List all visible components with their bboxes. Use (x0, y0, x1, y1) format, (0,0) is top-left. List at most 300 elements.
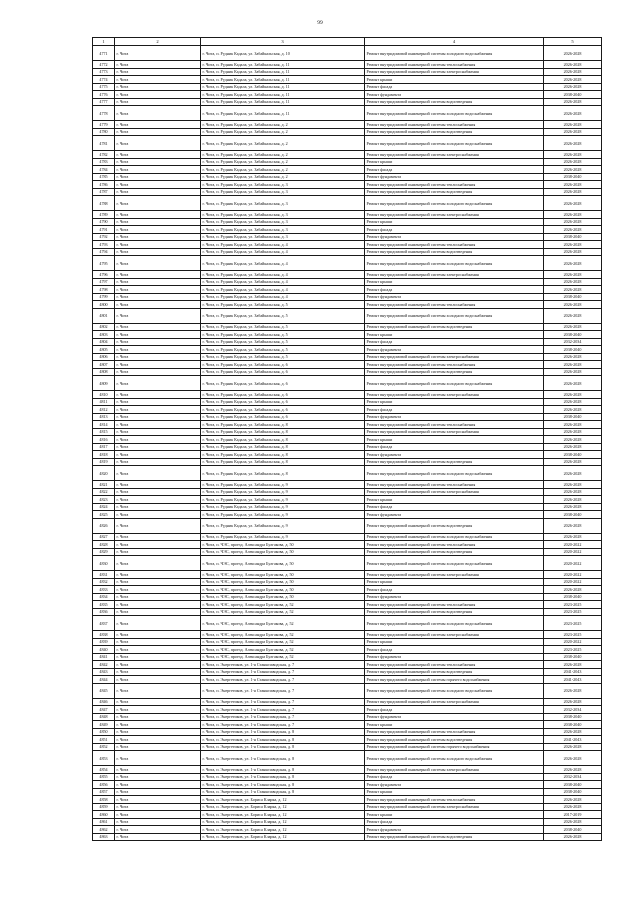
row-number: 4784 (93, 166, 115, 174)
row-number: 4812 (93, 406, 115, 414)
period: 2026-2028 (544, 683, 602, 698)
work-type: Ремонт внутридомовой инженерной системы холодного водоснабжения (365, 136, 544, 151)
address: г. Чита, п. Рудник Кадала, ул. Забайкальская, д. 11 (201, 106, 365, 121)
column-header: 4 (365, 38, 544, 46)
municipality: г. Чита (115, 308, 201, 323)
work-type: Ремонт крыши (365, 721, 544, 729)
work-type: Ремонт внутридомовой инженерной системы водоотведения (365, 368, 544, 376)
municipality: г. Чита (115, 653, 201, 661)
municipality: г. Чита (115, 248, 201, 256)
municipality: г. Чита (115, 346, 201, 354)
work-type: Ремонт внутридомовой инженерной системы электроснабжения (365, 766, 544, 774)
period: 2026-2028 (544, 271, 602, 279)
address: г. Чита, п. Рудник Кадала, ул. Забайкальская, д. 4 (201, 271, 365, 279)
work-type: Ремонт фасада (365, 226, 544, 234)
period: 2023-2025 (544, 631, 602, 639)
period: 2026-2028 (544, 443, 602, 451)
period: 2026-2028 (544, 766, 602, 774)
municipality: г. Чита (115, 466, 201, 481)
period: 2026-2028 (544, 428, 602, 436)
municipality: г. Чита (115, 421, 201, 429)
row-number: 4786 (93, 181, 115, 189)
address: г. Чита, п. Рудник Кадала, ул. Забайкальская, д. 2 (201, 173, 365, 181)
period: 2026-2028 (544, 391, 602, 399)
table-row (93, 653, 602, 661)
period: 2026-2028 (544, 466, 602, 481)
table-row (93, 166, 602, 174)
table-row (93, 406, 602, 414)
work-type: Ремонт внутридомовой инженерной системы теплоснабжения (365, 361, 544, 369)
table-row (93, 256, 602, 271)
row-number: 4837 (93, 616, 115, 631)
work-type: Ремонт фундамента (365, 451, 544, 459)
row-number: 4800 (93, 301, 115, 309)
work-type: Ремонт фундамента (365, 511, 544, 519)
row-number: 4779 (93, 121, 115, 129)
period: 2032-2034 (544, 338, 602, 346)
period: 2026-2028 (544, 436, 602, 444)
municipality: г. Чита (115, 331, 201, 339)
row-number: 4801 (93, 308, 115, 323)
row-number: 4820 (93, 466, 115, 481)
row-number: 4788 (93, 196, 115, 211)
row-number: 4828 (93, 541, 115, 549)
row-number: 4815 (93, 428, 115, 436)
work-type: Ремонт фундамента (365, 653, 544, 661)
row-number: 4775 (93, 83, 115, 91)
table-row (93, 803, 602, 811)
row-number: 4854 (93, 766, 115, 774)
work-type: Ремонт внутридомовой инженерной системы теплоснабжения (365, 301, 544, 309)
municipality: г. Чита (115, 743, 201, 751)
row-number: 4845 (93, 683, 115, 698)
address: г. Чита, п. Энергетиков, ул. 1-я Станкозаводская, д. 7 (201, 706, 365, 714)
address: г. Чита, п. Рудник Кадала, ул. Забайкальская, д. 6 (201, 406, 365, 414)
work-type: Ремонт фундамента (365, 346, 544, 354)
table-row (93, 368, 602, 376)
municipality: г. Чита (115, 773, 201, 781)
address: г. Чита, п. Рудник Кадала, ул. Забайкальская, д. 3 (201, 181, 365, 189)
address: г. Чита, п. Энергетиков, ул. Бориса Кларка, д. 12 (201, 833, 365, 841)
row-number: 4792 (93, 233, 115, 241)
row-number: 4805 (93, 346, 115, 354)
address: г. Чита, п. Рудник Кадала, ул. Забайкальская, д. 4 (201, 256, 365, 271)
row-number: 4794 (93, 248, 115, 256)
work-type: Ремонт внутридомовой инженерной системы электроснабжения (365, 391, 544, 399)
work-type: Ремонт фундамента (365, 826, 544, 834)
period: 2026-2028 (544, 301, 602, 309)
work-type: Ремонт крыши (365, 578, 544, 586)
period: 2041-2043 (544, 668, 602, 676)
work-type: Ремонт фасада (365, 166, 544, 174)
work-type: Ремонт внутридомовой инженерной системы водоотведения (365, 518, 544, 533)
municipality: г. Чита (115, 833, 201, 841)
table-row (93, 443, 602, 451)
address: г. Чита, п. Энергетиков, ул. 1-я Станкозаводская, д. 7 (201, 698, 365, 706)
municipality: г. Чита (115, 713, 201, 721)
period: 2026-2028 (544, 698, 602, 706)
work-type: Ремонт внутридомовой инженерной системы теплоснабжения (365, 241, 544, 249)
table-row (93, 751, 602, 766)
municipality: г. Чита (115, 188, 201, 196)
municipality: г. Чита (115, 211, 201, 219)
period: 2026-2028 (544, 803, 602, 811)
work-type: Ремонт внутридомовой инженерной системы водоотведения (365, 188, 544, 196)
address: г. Чита, п. Рудник Кадала, ул. Забайкальская, д. 3 (201, 188, 365, 196)
period: 2026-2028 (544, 796, 602, 804)
municipality: г. Чита (115, 376, 201, 391)
address: г. Чита, п. Рудник Кадала, ул. Забайкальская, д. 11 (201, 91, 365, 99)
municipality: г. Чита (115, 698, 201, 706)
period: 2038-2040 (544, 233, 602, 241)
period: 2026-2028 (544, 743, 602, 751)
table-row (93, 188, 602, 196)
address: г. Чита, п. Рудник Кадала, ул. Забайкальская, д. 5 (201, 308, 365, 323)
work-type: Ремонт фасада (365, 406, 544, 414)
table-row (93, 773, 602, 781)
period: 2026-2028 (544, 121, 602, 129)
work-type: Ремонт фундамента (365, 173, 544, 181)
work-type: Ремонт внутридомовой инженерной системы теплоснабжения (365, 796, 544, 804)
period: 2038-2040 (544, 593, 602, 601)
row-number: 4848 (93, 713, 115, 721)
municipality: г. Чита (115, 368, 201, 376)
table-row (93, 616, 602, 631)
municipality: г. Чита (115, 728, 201, 736)
row-number: 4861 (93, 818, 115, 826)
municipality: г. Чита (115, 796, 201, 804)
table-row (93, 293, 602, 301)
table-row (93, 301, 602, 309)
period: 2038-2040 (544, 826, 602, 834)
table-row (93, 421, 602, 429)
municipality: г. Чита (115, 241, 201, 249)
address: г. Чита, п. Рудник Кадала, ул. Забайкальская, д. 6 (201, 368, 365, 376)
table-row (93, 376, 602, 391)
municipality: г. Чита (115, 91, 201, 99)
row-number: 4778 (93, 106, 115, 121)
row-number: 4790 (93, 218, 115, 226)
address: г. Чита, п. ЧЭС, проезд. Александра Булгакова, д. 52 (201, 653, 365, 661)
table-row (93, 788, 602, 796)
table-row (93, 91, 602, 99)
municipality: г. Чита (115, 601, 201, 609)
address: г. Чита, п. Рудник Кадала, ул. Забайкальская, д. 2 (201, 151, 365, 159)
row-number: 4791 (93, 226, 115, 234)
address: г. Чита, п. ЧЭС, проезд. Александра Булгакова, д. 50 (201, 578, 365, 586)
row-number: 4830 (93, 556, 115, 571)
row-number: 4821 (93, 481, 115, 489)
period: 2026-2028 (544, 421, 602, 429)
municipality: г. Чита (115, 106, 201, 121)
municipality: г. Чита (115, 443, 201, 451)
table-row (93, 98, 602, 106)
period: 2026-2028 (544, 151, 602, 159)
address: г. Чита, п. Рудник Кадала, ул. Забайкальская, д. 5 (201, 353, 365, 361)
period: 2020-2022 (544, 548, 602, 556)
column-header: 2 (115, 38, 201, 46)
municipality: г. Чита (115, 683, 201, 698)
address: г. Чита, п. Рудник Кадала, ул. Забайкальская, д. 6 (201, 361, 365, 369)
address: г. Чита, п. Рудник Кадала, ул. Забайкальская, д. 11 (201, 68, 365, 76)
municipality: г. Чита (115, 46, 201, 61)
work-type: Ремонт фасада (365, 773, 544, 781)
row-number: 4847 (93, 706, 115, 714)
row-number: 4776 (93, 91, 115, 99)
municipality: г. Чита (115, 661, 201, 669)
municipality: г. Чита (115, 128, 201, 136)
work-type: Ремонт внутридомовой инженерной системы горячего водоснабжения (365, 743, 544, 751)
table-row (93, 541, 602, 549)
municipality: г. Чита (115, 301, 201, 309)
work-type: Ремонт внутридомовой инженерной системы теплоснабжения (365, 481, 544, 489)
row-number: 4832 (93, 578, 115, 586)
municipality: г. Чита (115, 503, 201, 511)
municipality: г. Чита (115, 818, 201, 826)
period: 2032-2034 (544, 706, 602, 714)
address: г. Чита, п. Энергетиков, ул. 1-я Станкозаводская, д. 8 (201, 788, 365, 796)
page-number: 99 (317, 20, 323, 26)
work-type: Ремонт внутридомовой инженерной системы холодного водоснабжения (365, 308, 544, 323)
municipality: г. Чита (115, 571, 201, 579)
work-type: Ремонт внутридомовой инженерной системы электроснабжения (365, 631, 544, 639)
period: 2026-2028 (544, 106, 602, 121)
municipality: г. Чита (115, 271, 201, 279)
municipality: г. Чита (115, 781, 201, 789)
row-number: 4795 (93, 256, 115, 271)
municipality: г. Чита (115, 166, 201, 174)
municipality: г. Чита (115, 811, 201, 819)
period: 2026-2028 (544, 503, 602, 511)
work-type: Ремонт внутридомовой инженерной системы водоотведения (365, 608, 544, 616)
table-row (93, 833, 602, 841)
address: г. Чита, п. Энергетиков, ул. Бориса Кларка, д. 12 (201, 826, 365, 834)
table-row (93, 781, 602, 789)
address: г. Чита, п. Рудник Кадала, ул. Забайкальская, д. 3 (201, 196, 365, 211)
address: г. Чита, п. Рудник Кадала, ул. Забайкальская, д. 6 (201, 398, 365, 406)
municipality: г. Чита (115, 256, 201, 271)
table-row (93, 158, 602, 166)
table-row (93, 308, 602, 323)
row-number: 4819 (93, 458, 115, 466)
municipality: г. Чита (115, 586, 201, 594)
period: 2026-2028 (544, 188, 602, 196)
municipality: г. Чита (115, 451, 201, 459)
municipality: г. Чита (115, 436, 201, 444)
table-row (93, 601, 602, 609)
table-row (93, 743, 602, 751)
row-number: 4857 (93, 788, 115, 796)
address: г. Чита, п. Рудник Кадала, ул. Забайкальская, д. 8 (201, 421, 365, 429)
table-row (93, 511, 602, 519)
table-row (93, 391, 602, 399)
address: г. Чита, п. Энергетиков, ул. 1-я Станкозаводская, д. 8 (201, 728, 365, 736)
work-type: Ремонт внутридомовой инженерной системы электроснабжения (365, 428, 544, 436)
table-row (93, 796, 602, 804)
header-row (93, 38, 602, 46)
work-type: Ремонт фундамента (365, 593, 544, 601)
period: 2026-2028 (544, 586, 602, 594)
period: 2038-2040 (544, 173, 602, 181)
period: 2023-2025 (544, 601, 602, 609)
municipality: г. Чита (115, 668, 201, 676)
address: г. Чита, п. Энергетиков, ул. 1-я Станкозаводская, д. 7 (201, 683, 365, 698)
period: 2020-2022 (544, 571, 602, 579)
table-row (93, 766, 602, 774)
municipality: г. Чита (115, 406, 201, 414)
address: г. Чита, п. Энергетиков, ул. 1-я Станкозаводская, д. 8 (201, 766, 365, 774)
period: 2038-2040 (544, 511, 602, 519)
address: г. Чита, п. Рудник Кадала, ул. Забайкальская, д. 8 (201, 466, 365, 481)
row-number: 4774 (93, 76, 115, 84)
period: 2038-2040 (544, 91, 602, 99)
period: 2038-2040 (544, 331, 602, 339)
table-row (93, 68, 602, 76)
period: 2026-2028 (544, 83, 602, 91)
table-row (93, 361, 602, 369)
row-number: 4785 (93, 173, 115, 181)
column-header: 5 (544, 38, 602, 46)
row-number: 4781 (93, 136, 115, 151)
row-number: 4814 (93, 421, 115, 429)
table-row (93, 638, 602, 646)
row-number: 4825 (93, 511, 115, 519)
row-number: 4856 (93, 781, 115, 789)
table-row (93, 76, 602, 84)
work-type: Ремонт внутридомовой инженерной системы электроснабжения (365, 211, 544, 219)
table-row (93, 436, 602, 444)
table-row (93, 136, 602, 151)
table-row (93, 428, 602, 436)
municipality: г. Чита (115, 68, 201, 76)
period: 2026-2028 (544, 818, 602, 826)
row-number: 4808 (93, 368, 115, 376)
address: г. Чита, п. Энергетиков, ул. Бориса Кларка, д. 12 (201, 803, 365, 811)
municipality: г. Чита (115, 98, 201, 106)
period: 2026-2028 (544, 398, 602, 406)
municipality: г. Чита (115, 496, 201, 504)
address: г. Чита, п. Рудник Кадала, ул. Забайкальская, д. 6 (201, 413, 365, 421)
municipality: г. Чита (115, 61, 201, 69)
capital-repair-table (92, 37, 602, 841)
row-number: 4813 (93, 413, 115, 421)
row-number: 4853 (93, 751, 115, 766)
period: 2038-2040 (544, 451, 602, 459)
municipality: г. Чита (115, 353, 201, 361)
address: г. Чита, п. Рудник Кадала, ул. Забайкальская, д. 11 (201, 98, 365, 106)
work-type: Ремонт фундамента (365, 713, 544, 721)
row-number: 4842 (93, 661, 115, 669)
table-row (93, 481, 602, 489)
address: г. Чита, п. Рудник Кадала, ул. Забайкальская, д. 6 (201, 391, 365, 399)
row-number: 4796 (93, 271, 115, 279)
municipality: г. Чита (115, 83, 201, 91)
work-type: Ремонт внутридомовой инженерной системы теплоснабжения (365, 121, 544, 129)
municipality: г. Чита (115, 286, 201, 294)
row-number: 4826 (93, 518, 115, 533)
municipality: г. Чита (115, 631, 201, 639)
address: г. Чита, п. Рудник Кадала, ул. Забайкальская, д. 3 (201, 211, 365, 219)
work-type: Ремонт внутридомовой инженерной системы теплоснабжения (365, 661, 544, 669)
table-row (93, 608, 602, 616)
row-number: 4860 (93, 811, 115, 819)
table-row (93, 668, 602, 676)
address: г. Чита, п. Рудник Кадала, ул. Забайкальская, д. 2 (201, 158, 365, 166)
table-row (93, 488, 602, 496)
work-type: Ремонт крыши (365, 278, 544, 286)
municipality: г. Чита (115, 541, 201, 549)
row-number: 4782 (93, 151, 115, 159)
municipality: г. Чита (115, 398, 201, 406)
period: 2026-2028 (544, 518, 602, 533)
table-row (93, 503, 602, 511)
work-type: Ремонт внутридомовой инженерной системы теплоснабжения (365, 541, 544, 549)
period: 2026-2028 (544, 406, 602, 414)
municipality: г. Чита (115, 511, 201, 519)
work-type: Ремонт внутридомовой инженерной системы электроснабжения (365, 151, 544, 159)
table-row (93, 61, 602, 69)
row-number: 4803 (93, 331, 115, 339)
municipality: г. Чита (115, 556, 201, 571)
address: г. Чита, п. Рудник Кадала, ул. Забайкальская, д. 2 (201, 128, 365, 136)
period: 2020-2022 (544, 638, 602, 646)
address: г. Чита, п. Энергетиков, ул. 1-я Станкозаводская, д. 8 (201, 736, 365, 744)
row-number: 4851 (93, 736, 115, 744)
period: 2026-2028 (544, 308, 602, 323)
period: 2023-2025 (544, 646, 602, 654)
table-row (93, 46, 602, 61)
period: 2026-2028 (544, 211, 602, 219)
table-row (93, 121, 602, 129)
work-type: Ремонт фасада (365, 83, 544, 91)
row-number: 4859 (93, 803, 115, 811)
table-row (93, 811, 602, 819)
address: г. Чита, п. Рудник Кадала, ул. Забайкальская, д. 8 (201, 451, 365, 459)
period: 2026-2028 (544, 286, 602, 294)
row-number: 4823 (93, 496, 115, 504)
municipality: г. Чита (115, 788, 201, 796)
table-row (93, 631, 602, 639)
municipality: г. Чита (115, 488, 201, 496)
period: 2026-2028 (544, 751, 602, 766)
municipality: г. Чита (115, 518, 201, 533)
address: г. Чита, п. ЧЭС, проезд. Александра Булгакова, д. 52 (201, 608, 365, 616)
address: г. Чита, п. ЧЭС, проезд. Александра Булгакова, д. 52 (201, 616, 365, 631)
row-number: 4798 (93, 286, 115, 294)
address: г. Чита, п. Рудник Кадала, ул. Забайкальская, д. 8 (201, 428, 365, 436)
municipality: г. Чита (115, 196, 201, 211)
work-type: Ремонт фасада (365, 646, 544, 654)
period: 2023-2025 (544, 608, 602, 616)
period: 2032-2034 (544, 773, 602, 781)
table-row (93, 151, 602, 159)
address: г. Чита, п. Рудник Кадала, ул. Забайкальская, д. 11 (201, 76, 365, 84)
work-type: Ремонт внутридомовой инженерной системы холодного водоснабжения (365, 751, 544, 766)
municipality: г. Чита (115, 826, 201, 834)
work-type: Ремонт фасада (365, 586, 544, 594)
table-row (93, 271, 602, 279)
address: г. Чита, п. Энергетиков, ул. Бориса Кларка, д. 12 (201, 796, 365, 804)
table-row (93, 721, 602, 729)
municipality: г. Чита (115, 533, 201, 541)
work-type: Ремонт фундамента (365, 781, 544, 789)
period: 2041-2043 (544, 736, 602, 744)
municipality: г. Чита (115, 428, 201, 436)
work-type: Ремонт внутридомовой инженерной системы холодного водоснабжения (365, 556, 544, 571)
row-number: 4797 (93, 278, 115, 286)
municipality: г. Чита (115, 361, 201, 369)
period: 2026-2028 (544, 661, 602, 669)
